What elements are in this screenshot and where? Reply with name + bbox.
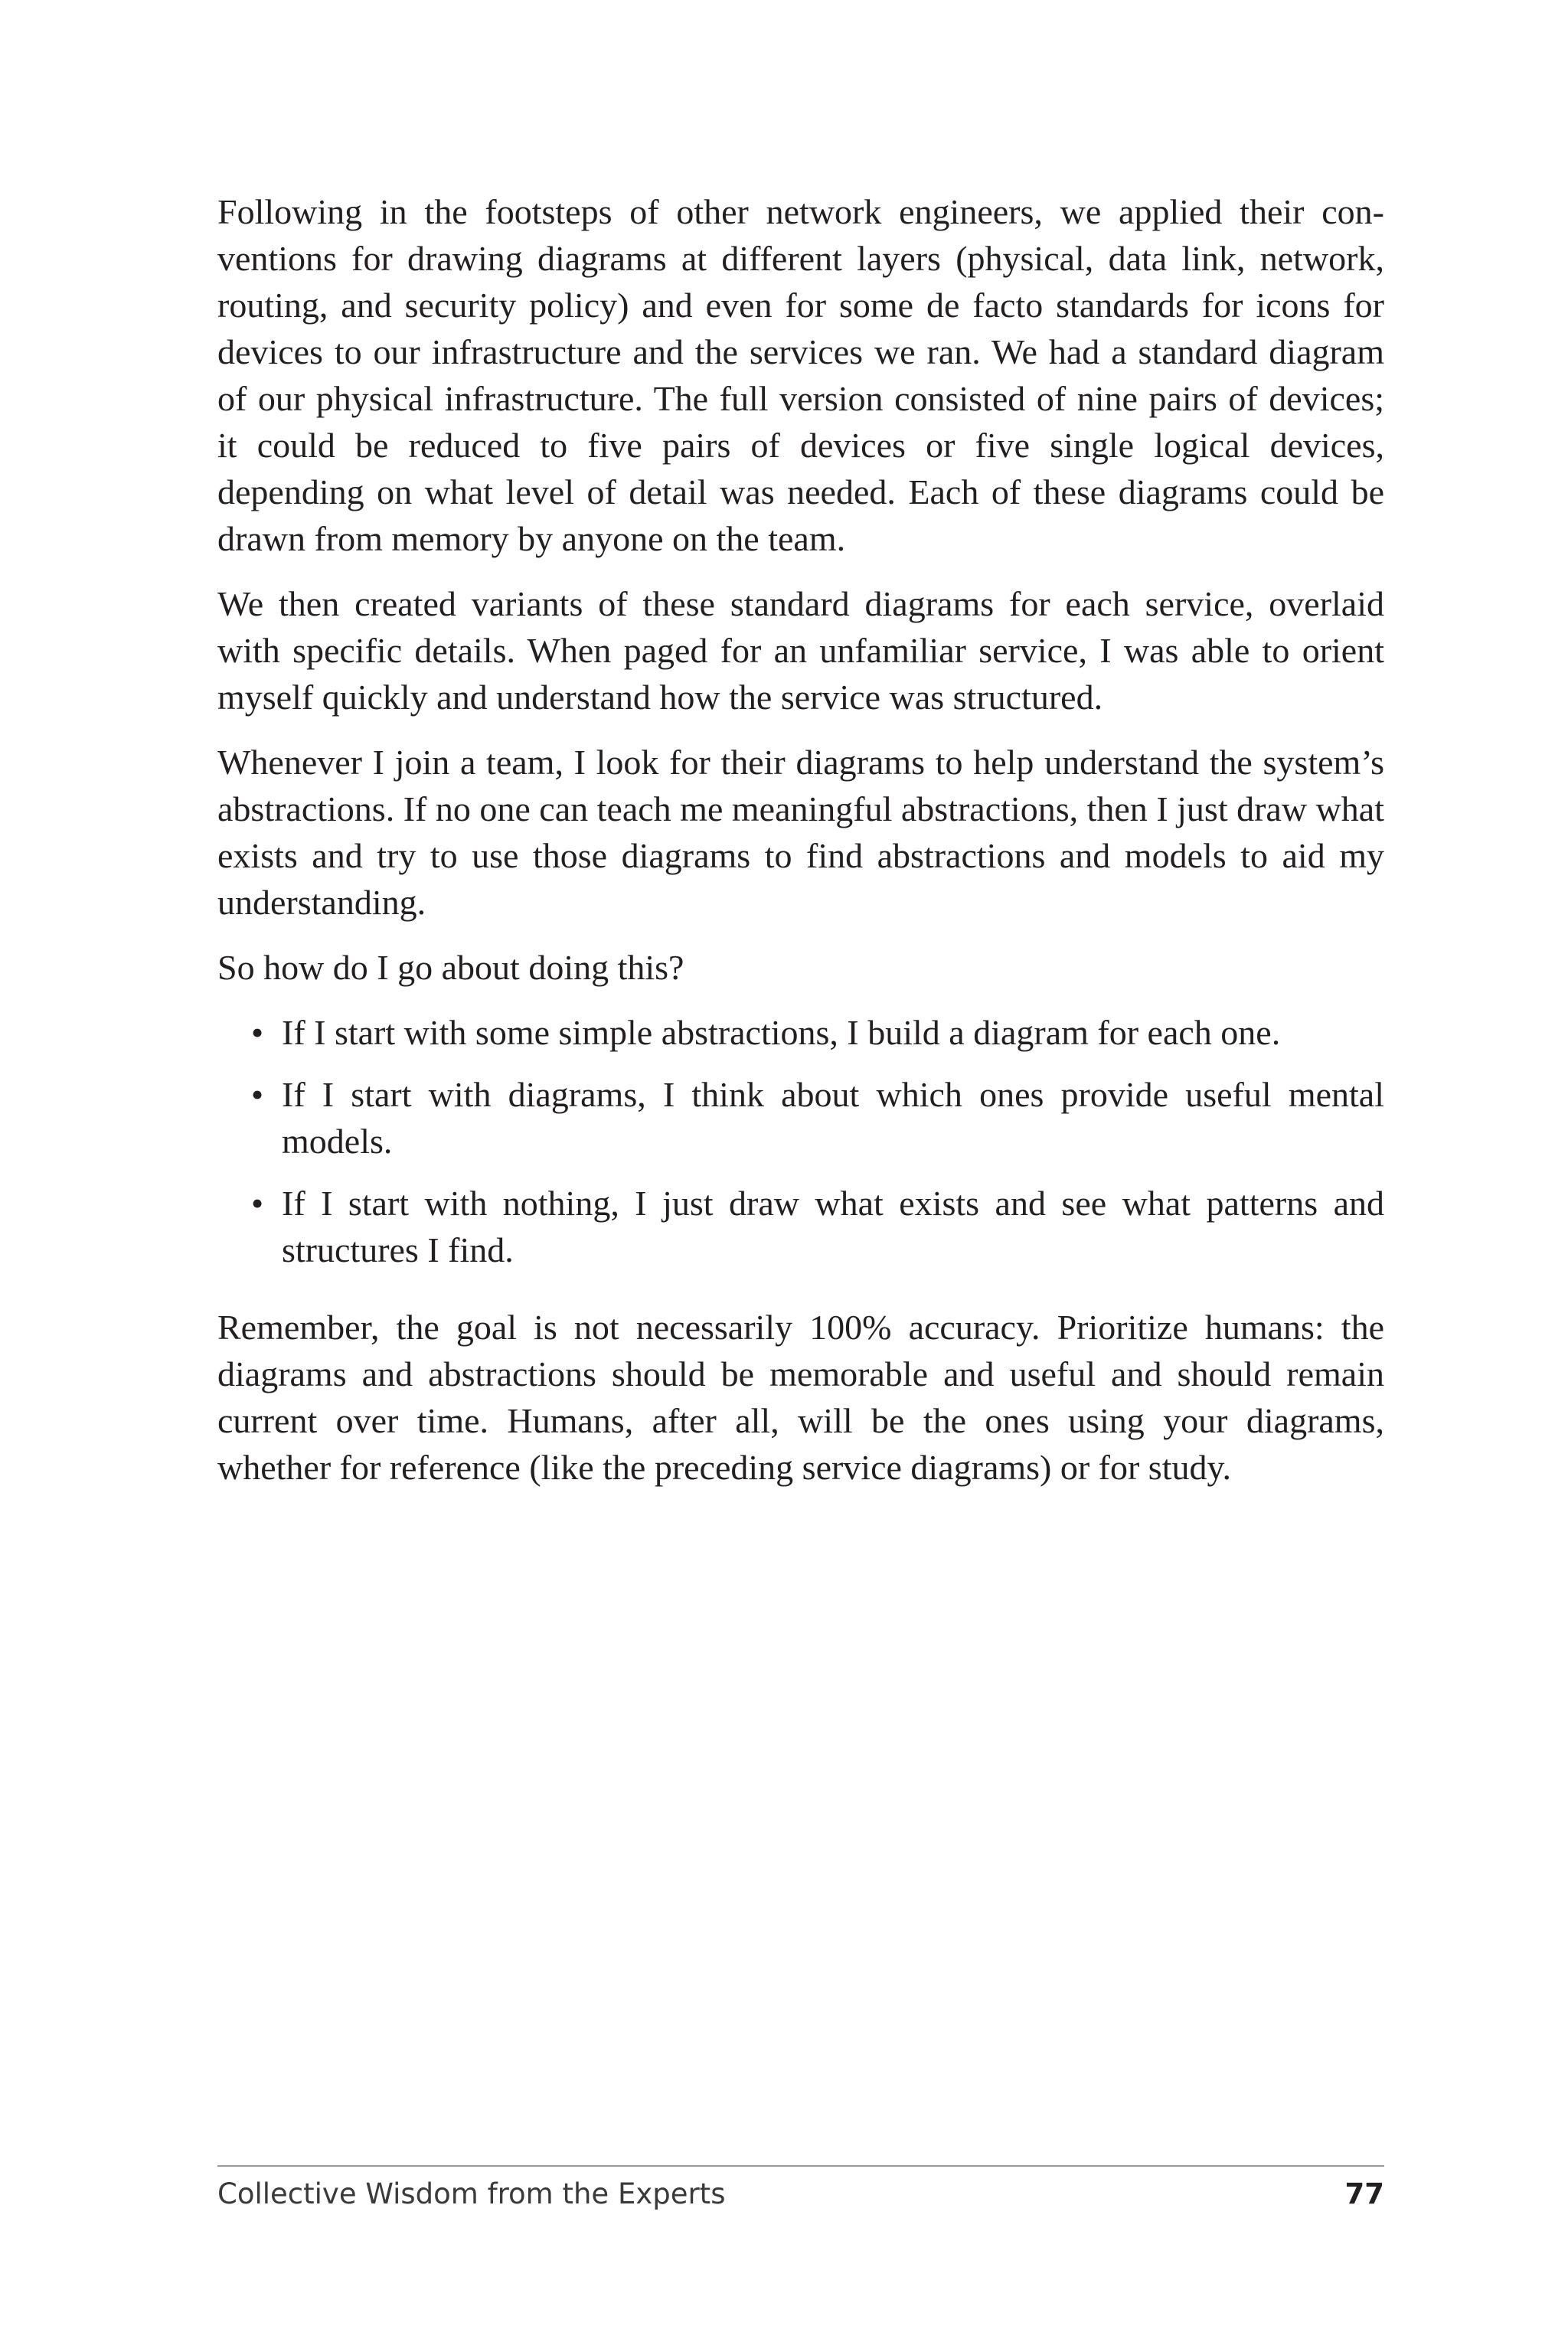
page-body xyxy=(217,188,1384,1509)
bullet-list xyxy=(217,1009,1384,1273)
paragraph-service-variants: We then created variants of these standard diagrams for each service, overlaid with specific details. When paged for an unfamiliar service, I was able to orient myself quickly and understand how the service was structured. xyxy=(217,584,1384,717)
bullet-icon: • xyxy=(251,1013,264,1052)
footer-book-title: Collective Wisdom from the Experts xyxy=(217,2177,726,2210)
page-footer xyxy=(217,2165,1384,2213)
paragraph-closing: Remember, the goal is not necessarily 100% accuracy. Prioritize humans: the diagrams and abstractions should be memorable and useful and should remain current over time. Humans, after all, will be the ones using your diagrams, whether for reference (like the preceding service diagrams) or for study. xyxy=(217,1308,1384,1487)
bullet-icon: • xyxy=(251,1184,264,1223)
bullet-icon: • xyxy=(251,1075,264,1114)
list-item xyxy=(217,1009,1384,1056)
paragraph-how-question: So how do I go about doing this? xyxy=(217,948,684,987)
list-item xyxy=(217,1071,1384,1165)
page-number: 77 xyxy=(1344,2177,1384,2210)
list-item-text: If I start with nothing, I just draw what exists and see what patterns and structures I find. xyxy=(282,1184,1384,1269)
paragraph-joining-team: Whenever I join a team, I look for their diagrams to help understand the system’s abstractions. If no one can teach me meaningful abstractions, then I just draw what exists and try to use those diagrams to find abstractions and models to aid my understanding. xyxy=(217,743,1384,922)
list-item xyxy=(217,1180,1384,1273)
list-item-text: If I start with diagrams, I think about which ones provide useful mental models. xyxy=(282,1075,1384,1161)
paragraph-network-conventions: Following in the footsteps of other network engineers, we applied their conventions for drawing diagrams at different layers (physical, data link, network, routing, and security policy) and even for some de facto standards for icons for devices to our infrastructure and the services we ran. We had a standard diagram of our physical infrastructure. The full version consisted of nine pairs of devices; it could be reduced to five pairs of devices or five single logical devices, depending on what level of detail was needed. Each of these diagrams could be drawn from memory by anyone on the team. xyxy=(217,192,1384,558)
list-item-text: If I start with some simple abstractions, I build a diagram for each one. xyxy=(282,1013,1281,1052)
